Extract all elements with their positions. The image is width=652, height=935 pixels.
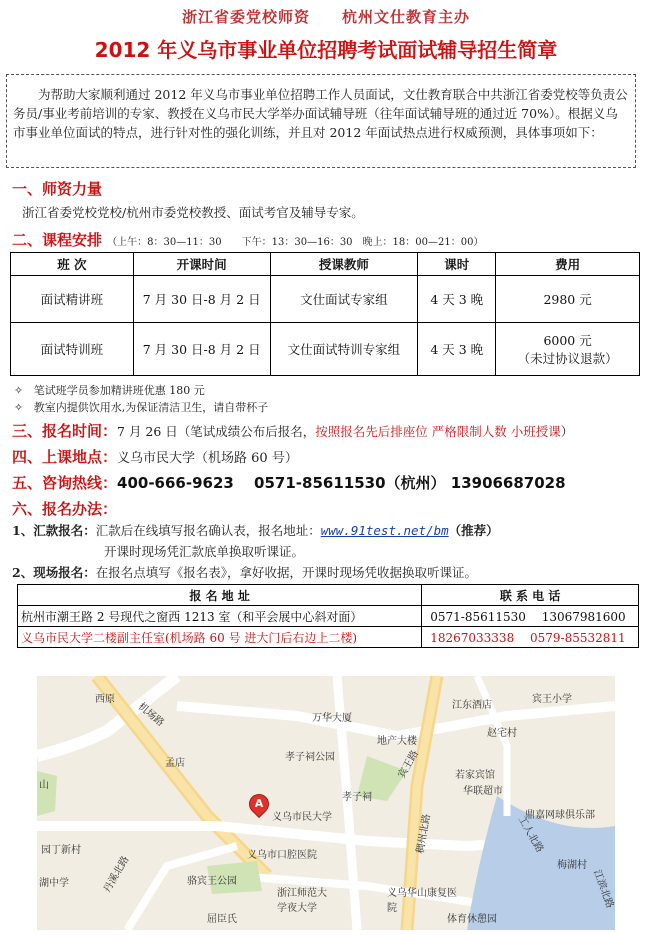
col-teacher: 授课教师 <box>270 253 418 276</box>
signup-time-text: 7 月 26 日（笔试成绩公布后报名， <box>117 424 316 439</box>
map-label: 孝子祠 <box>342 792 372 803</box>
course-date: 7 月 30 日-8 月 2 日 <box>133 323 270 376</box>
map-label: 江东酒店 <box>452 700 492 711</box>
remit-signup <box>12 521 499 539</box>
col-phone: 联 系 电 话 <box>422 585 639 606</box>
signup-time-warning: 按照报名先后排座位 严格限制人数 小班授课 <box>315 424 561 439</box>
map-label: 义乌市口腔医院 <box>247 850 317 861</box>
map-marker-icon[interactable]: A <box>245 790 273 818</box>
location-text: 义乌市民大学（机场路 60 号） <box>117 451 298 466</box>
signup-time-close: ） <box>560 424 574 439</box>
onsite-label: 2、现场报名： <box>12 565 96 580</box>
signup-address: 杭州市潮王路 2 号现代之窗西 1213 室（和平会展中心斜对面） <box>18 606 422 627</box>
hotline-heading: 五、咨询热线： <box>12 474 118 492</box>
section-location <box>12 446 298 467</box>
map-label: 屈臣氏 <box>207 914 237 925</box>
map-label: 稠州北路 <box>415 813 433 855</box>
course-name: 面试精讲班 <box>11 276 134 323</box>
signup-link[interactable]: www.91test.net/bm <box>320 523 449 538</box>
col-start-date: 开课时间 <box>133 253 270 276</box>
map-label: 山 <box>39 780 49 791</box>
section-teachers-text: 浙江省委党校党校/杭州市委党校教授、面试考官及辅导专家。 <box>22 205 364 220</box>
section-method-heading: 六、报名办法： <box>12 500 118 518</box>
table-row <box>11 323 640 376</box>
map-label: 义乌华山康复医院 <box>387 888 457 914</box>
remit-line2: 开课时现场凭汇款底单换取听课证。 <box>104 544 305 559</box>
map-label: 骆宾王公园 <box>187 876 237 887</box>
section-teachers-heading: 一、师资力量 <box>12 180 103 198</box>
map-label: 梅湖村 <box>557 860 587 871</box>
onsite-text: 在报名点填写《报名表》，拿好收据，开课时现场凭收据换取听课证。 <box>95 565 477 580</box>
location-heading: 四、上课地点： <box>12 448 118 466</box>
course-hours: 4 天 3 晚 <box>418 276 496 323</box>
remit-text: 汇款后在线填写报名确认表，报名地址： <box>95 523 321 538</box>
onsite-signup <box>12 563 477 581</box>
section-courses-header <box>12 229 483 250</box>
col-class: 班 次 <box>11 253 134 276</box>
map-label: 孟店 <box>165 758 185 769</box>
map-label: 宾王路 <box>396 748 421 781</box>
course-fee-note: （未过协议退款） <box>517 351 618 366</box>
signup-phone: 0571-85611530 13067981600 <box>422 606 639 627</box>
table-row <box>11 276 640 323</box>
section-signup-time <box>12 420 573 441</box>
course-note: ✧ 笔试班学员参加精讲班优惠 180 元 <box>14 384 205 397</box>
map-label: 赵宅村 <box>487 728 517 739</box>
section-courses-heading: 二、课程安排 <box>12 231 103 249</box>
location-map[interactable] <box>37 676 615 930</box>
map-label: 华联超市 <box>463 786 503 797</box>
map-label: 江滨北路 <box>591 868 615 910</box>
remit-recommend: （推荐） <box>448 523 499 538</box>
hotline-numbers: 400-666-9623 0571-85611530（杭州） 13906687028 <box>117 474 566 492</box>
map-label: 万华大厦 <box>312 713 352 724</box>
course-table <box>10 252 640 376</box>
course-fee-cell <box>496 323 640 376</box>
col-fee: 费用 <box>496 253 640 276</box>
map-label: 宾王小学 <box>532 694 572 705</box>
course-fee: 6000 元 <box>543 333 592 348</box>
page-title: 2012 年义乌市事业单位招聘考试面试辅导招生简章 <box>94 38 558 62</box>
course-teacher: 文仕面试专家组 <box>270 276 418 323</box>
map-label: 丹溪北路 <box>101 854 132 895</box>
map-label: 义乌市民大学 <box>272 812 332 823</box>
class-schedule-times: （上午：8：30—11：30 下午：13：30—16：30 晚上：18：00—21：00） <box>107 237 484 248</box>
section-hotline <box>12 472 566 493</box>
course-note: ✧ 教室内提供饮用水,为保证清洁卫生，请自带杯子 <box>14 401 269 414</box>
table-row <box>18 606 639 627</box>
signup-time-heading: 三、报名时间： <box>12 422 118 440</box>
course-table-header <box>11 253 640 276</box>
course-fee: 2980 元 <box>496 276 640 323</box>
course-teacher: 文仕面试特训专家组 <box>270 323 418 376</box>
signup-address: 义乌市民大学二楼副主任室(机场路 60 号 进大门后右边上二楼) <box>18 627 422 648</box>
map-label: 工人北路 <box>515 814 546 855</box>
map-label: 机场路 <box>135 701 166 729</box>
course-date: 7 月 30 日-8 月 2 日 <box>133 276 270 323</box>
signup-table-header <box>18 585 639 606</box>
map-label: 西原 <box>95 694 115 705</box>
map-label: 若家宾馆 <box>455 770 495 781</box>
col-address: 报 名 地 址 <box>18 585 422 606</box>
map-label: 孝子祠公园 <box>285 752 335 763</box>
map-label: 地产大楼 <box>377 736 417 747</box>
map-label: 湖中学 <box>39 878 69 889</box>
map-label: 园丁新村 <box>41 845 81 856</box>
map-label: 鼎嘉网球俱乐部 <box>525 810 595 821</box>
remit-label: 1、汇款报名： <box>12 523 96 538</box>
col-hours: 课时 <box>418 253 496 276</box>
table-row <box>18 627 639 648</box>
map-label: 体育休憩园 <box>447 914 497 925</box>
signup-location-table <box>17 584 639 648</box>
course-hours: 4 天 3 晚 <box>418 323 496 376</box>
course-name: 面试特训班 <box>11 323 134 376</box>
intro-paragraph: 为帮助大家顺利通过 2012 年义乌市事业单位招聘工作人员面试，文仕教育联合中共浙江省委党校等负责公务员/事业考前培训的专家、教授在义乌市民大学举办面试辅导班（往年面试辅导班的通过近 70%）。根据义乌市事业单位面试的特点，进行针对性的强化训练，并且对 2012 年面试热点进行权威预测，具体事项如下： <box>6 74 636 168</box>
signup-phone: 18267033338 0579-85532811 <box>422 627 639 648</box>
organizer-line: 浙江省委党校师资 杭州文仕教育主办 <box>181 8 470 26</box>
map-label: 浙江师范大学夜大学 <box>277 888 327 914</box>
